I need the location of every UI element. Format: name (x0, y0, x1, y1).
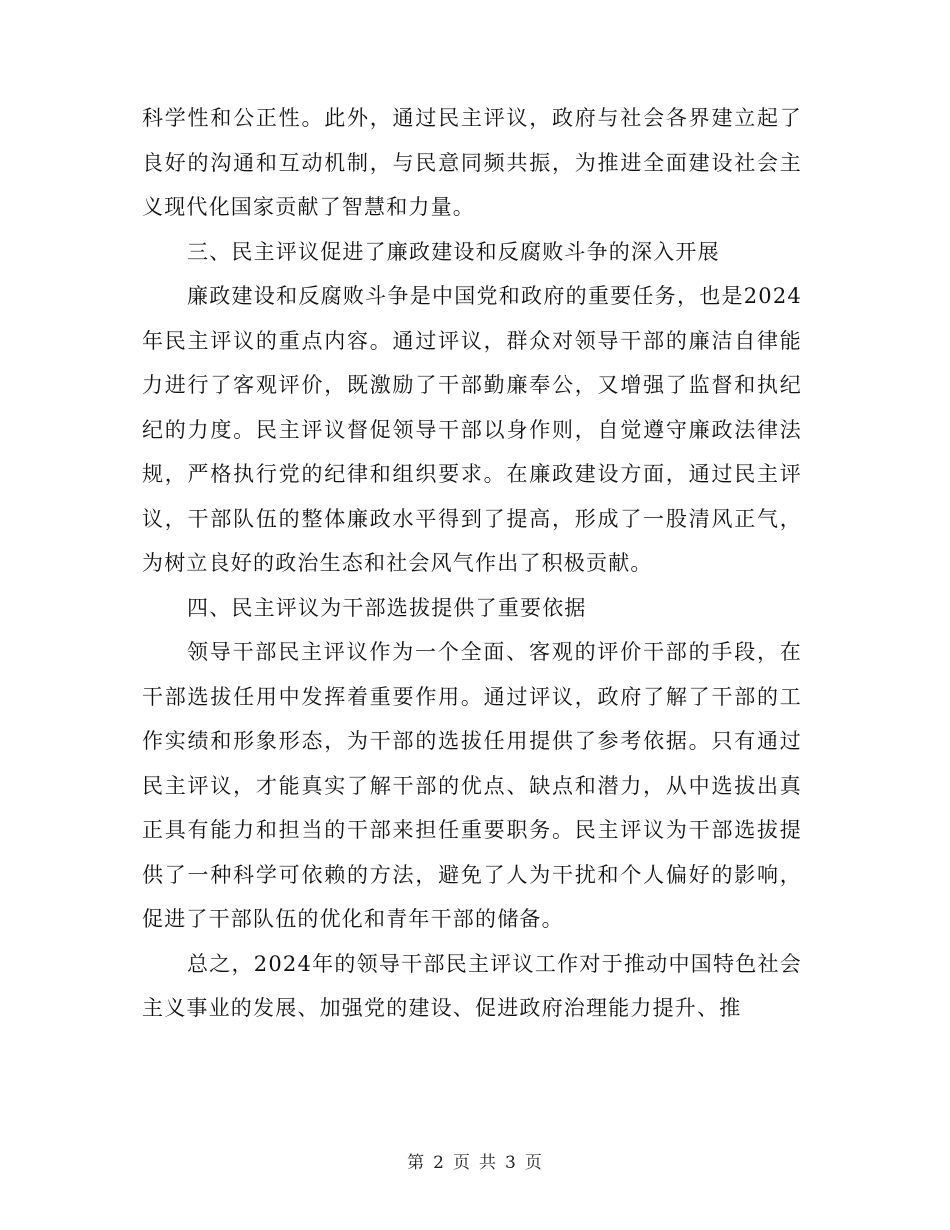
section-heading-4: 四、民主评议为干部选拔提供了重要依据 (187, 595, 587, 620)
current-page-number: 2 (433, 1153, 445, 1173)
paragraph-continuation: 科学性和公正性。此外，通过民主评议，政府与社会各界建立起了良好的沟通和互动机制，与民意同频共振，为推进全面建设社会主义现代化国家贡献了智慧和力量。 (142, 106, 802, 219)
footer-suffix: 页 (524, 1153, 543, 1173)
document-body (142, 96, 802, 1031)
paragraph-conclusion: 总之，2024年的领导干部民主评议工作对于推动中国特色社会主义事业的发展、加强党的建设、促进政府治理能力提升、推 (142, 951, 802, 1020)
footer-prefix: 第 (407, 1153, 426, 1173)
paragraph-anti-corruption: 廉政建设和反腐败斗争是中国党和政府的重要任务，也是2024年民主评议的重点内容。通过评议，群众对领导干部的廉洁自律能力进行了客观评价，既激励了干部勤廉奉公，又增强了监督和执纪纪的力度。民主评议督促领导干部以身作则，自觉遵守廉政法律法规，严格执行党的纪律和组织要求。在廉政建设方面，通过民主评议，干部队伍的整体廉政水平得到了提高，形成了一股清风正气，为树立良好的政治生态和社会风气作出了积极贡献。 (142, 284, 802, 575)
paragraph-cadre-selection: 领导干部民主评议作为一个全面、客观的评价干部的手段，在干部选拔任用中发挥着重要作用。通过评议，政府了解了干部的工作实绩和形象形态，为干部的选拔任用提供了参考依据。只有通过民主评议，才能真实了解干部的优点、缺点和潜力，从中选拔出真正具有能力和担当的干部来担任重要职务。民主评议为干部选拔提供了一种科学可依赖的方法，避免了人为干扰和个人偏好的影响，促进了干部队伍的优化和青年干部的储备。 (142, 640, 802, 931)
page-footer (0, 1148, 950, 1173)
footer-page-word: 页 (453, 1153, 471, 1173)
section-heading-3: 三、民主评议促进了廉政建设和反腐败斗争的深入开展 (187, 239, 720, 264)
footer-total-word: 共 (479, 1153, 497, 1173)
total-page-number: 3 (505, 1153, 517, 1173)
